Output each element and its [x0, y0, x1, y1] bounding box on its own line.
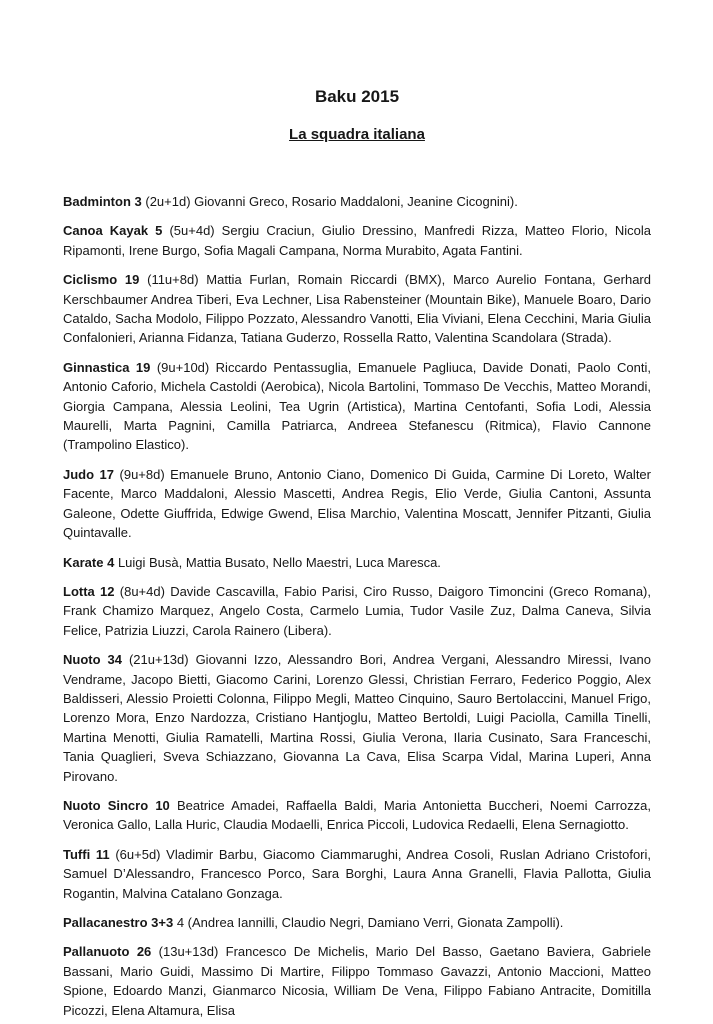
team-entry-pallanuoto: [63, 942, 651, 1020]
page-subtitle: La squadra italiana: [289, 126, 425, 143]
athletes-text: (8u+4d) Davide Cascavilla, Fabio Parisi, Ciro Russo, Daigoro Timoncini (Greco Romana), Frank Chamizo Marquez, Angelo Costa, Carmelo Lumia, Tudor Vasile Zuz, Dalma Caneva, Silvia Felice, Patrizia Liuzzi, Carola Rainero (Libera).: [63, 583, 651, 638]
sport-label: Pallacanestro 3+3: [63, 915, 174, 930]
athletes-text: 4 (Andrea Iannilli, Claudio Negri, Damiano Verri, Gionata Zampolli).: [176, 915, 564, 930]
athletes-text: Luigi Busà, Mattia Busato, Nello Maestri, Luca Maresca.: [117, 554, 441, 570]
athletes-text: (11u+8d) Mattia Furlan, Romain Riccardi (BMX), Marco Aurelio Fontana, Gerhard Kerschbaumer Andrea Tiberi, Eva Lechner, Lisa Rabensteiner (Mountain Bike), Manuele Boaro, Dario Cataldo, Sacha Modolo, Filippo Pozzato, Alessandro Vanotti, Elia Viviani, Elena Cecchini, Maria Giulia Confalonieri, Arianna Fidanza, Tatiana Guderzo, Rossella Ratto, Valentina Scandolara (Strada).: [63, 272, 651, 346]
team-entry-lotta: [63, 582, 651, 640]
team-entry-pallacanestro: [63, 913, 651, 932]
team-entry-canoa-kayak: [63, 221, 651, 260]
team-entry-badminton: [63, 192, 651, 211]
athletes-text: (2u+1d) Giovanni Greco, Rosario Maddaloni, Jeanine Cicognini).: [145, 194, 518, 209]
sport-label: Ciclismo 19: [63, 272, 140, 288]
athletes-text: (9u+8d) Emanuele Bruno, Antonio Ciano, Domenico Di Guida, Carmine Di Loreto, Walter Facente, Marco Maddaloni, Alessio Mascetti, Andrea Regis, Elio Verde, Giulia Cantoni, Assunta Galeone, Odette Giuffrida, Edwige Gwend, Elisa Marchio, Valentina Moscatt, Jennifer Pitzanti, Giulia Quintavalle.: [63, 466, 651, 541]
athletes-text: (21u+13d) Giovanni Izzo, Alessandro Bori, Andrea Vergani, Alessandro Miressi, Ivano Vendrame, Jacopo Bietti, Giacomo Carini, Lorenzo Glessi, Christian Ferraro, Federico Poggio, Alex Baldisseri, Alessio Proietti Colonna, Filippo Megli, Matteo Cinquino, Sauro Bertolaccini, Manuel Frigo, Lorenzo Mora, Enzo Nardozza, Cristiano Hantjoglu, Matteo Bertoldi, Luigi Paciolla, Camilla Tinelli, Martina Menotti, Giulia Ramatelli, Martina Rossi, Giulia Verona, Ilaria Cusinato, Sara Franceschi, Tania Quaglieri, Sveva Schiazzano, Giovanna La Cava, Elisa Scarpa Vidal, Marina Luperi, Anna Pirovano.: [63, 652, 651, 784]
team-list: [63, 192, 651, 1020]
sport-label: Nuoto Sincro 10: [63, 797, 170, 813]
sport-label: Canoa Kayak 5: [63, 223, 163, 239]
athletes-text: (13u+13d) Francesco De Michelis, Mario Del Basso, Gaetano Baviera, Gabriele Bassani, Mario Guidi, Massimo Di Martire, Filippo Tommaso Gavazzi, Antonio Maccioni, Matteo Spione, Edoardo Manzi, Gianmarco Nicosia, William De Vena, Filippo Fabiano Antracite, Domitilla Picozzi, Elena Altamura, Elisa: [63, 944, 651, 1018]
athletes-text: (6u+5d) Vladimir Barbu, Giacomo Ciammarughi, Andrea Cosoli, Ruslan Adriano Cristofori, Samuel D’Alessandro, Francesco Porco, Sara Borghi, Laura Anna Granelli, Flavia Pallotta, Giulia Rogantin, Malvina Catalano Gonzaga.: [63, 846, 651, 901]
team-entry-judo: [63, 465, 651, 543]
sport-label: Karate 4: [63, 554, 115, 570]
sport-label: Nuoto 34: [63, 652, 122, 668]
team-entry-nuoto-sincro: [63, 796, 651, 835]
team-entry-karate: [63, 553, 651, 572]
team-entry-ciclismo: [63, 270, 651, 348]
athletes-text: (5u+4d) Sergiu Craciun, Giulio Dressino, Manfredi Rizza, Matteo Florio, Nicola Ripamonti, Irene Burgo, Sofia Magali Campana, Norma Murabito, Agata Fantini.: [63, 223, 651, 258]
page-title: Baku 2015: [314, 87, 400, 106]
team-entry-nuoto: [63, 650, 651, 786]
sport-label: Badminton 3: [63, 194, 142, 209]
sport-label: Ginnastica 19: [63, 359, 151, 375]
sport-label: Judo 17: [63, 466, 115, 482]
team-entry-tuffi: [63, 845, 651, 903]
athletes-text: Beatrice Amadei, Raffaella Baldi, Maria Antonietta Buccheri, Noemi Carrozza, Veronica Gallo, Lalla Huric, Claudia Modaelli, Enrica Piccoli, Ludovica Redaelli, Elena Sernagiotto.: [63, 797, 651, 833]
sport-label: Lotta 12: [63, 583, 115, 599]
sport-label: Tuffi 11: [63, 846, 110, 862]
sport-label: Pallanuoto 26: [63, 944, 152, 960]
team-entry-ginnastica: [63, 358, 651, 455]
athletes-text: (9u+10d) Riccardo Pentassuglia, Emanuele Pagliuca, Davide Donati, Paolo Conti, Antonio Caforio, Michela Castoldi (Aerobica), Nicola Bartolini, Tommaso De Vecchis, Matteo Morandi, Giorgia Campana, Alessia Leolini, Tea Ugrin (Artistica), Martina Centofanti, Sofia Lodi, Alessia Maurelli, Marta Pagnini, Camilla Patriarca, Andreea Stefanescu (Ritmica), Flavio Cannone (Trampolino Elastico).: [63, 359, 651, 453]
